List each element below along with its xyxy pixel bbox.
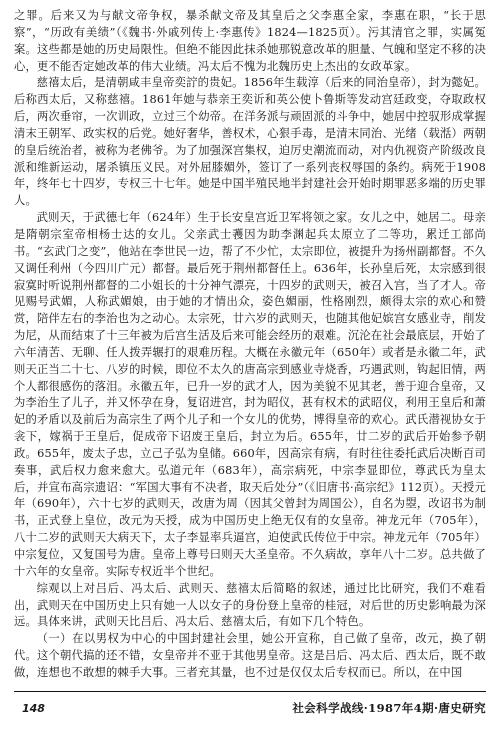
- article-body: [14, 8, 486, 682]
- footer-rule: [14, 691, 486, 692]
- paragraph-1: 之罪。后来又为与献文帝争权，暴杀献文帝及其皇后之父李惠全家，李惠在职，“长于思察”，“历政有美绩”（《魏书·外戚列传上·李惠传》1824—1825页）。污其清官之罪，实属冤案。这些都是她的历史局限性。但绝不能因此抹杀她那锐意改革的胆量、气魄和坚定不移的决心，更不能否定她改革的伟大业绩。冯太后不愧为北魏历史上杰出的女政革家。: [14, 9, 486, 73]
- paragraph-5: （一）在以男权为中心的中国封建社会里，她公开宣称，自己做了皇帝，改元，换了朝代。这个朝代搞的还不错，女皇帝并不亚于其他男皇帝。这是吕后、冯太后、西太后，既不敢做，连想也不敢想的棘手大事。三者充其量，也不过是仅仅太后专权而已。所以，在中国: [14, 632, 486, 679]
- journal-info: 社会科学战线·1987年4期·唐史研究: [292, 701, 486, 715]
- paragraph-4: 综观以上对吕后、冯太后、武则天、慈禧太后简略的叙述，通过比比研究，我们不难看出，武则天在中国历史上只有她一人以女子的身份登上皇帝的桂冠，对后世的历史影响最为深远。具体来讲，武则天比吕后、冯太后、慈禧太后，有如下几个特色。: [14, 581, 486, 629]
- paragraph-3: 武则天，于武德七年（624年）生于长安皇宫近卫军将领之家。女儿之中，她居二。母亲是隋朝宗室帝相杨士达的女儿。父亲武士彟因为助李渊起兵太原立了二等功，累迁工部尚书。“玄武门之变”，他站在李世民一边，帮了不少忙，太宗即位，被提升为扬州副都督。不久又调任利州（今四川广元）都督。最后死于荆州都督任上。636年，长孙皇后死，太宗感到很寂寞时听说荆州都督的二小姐长的十分神气漂亮，十四岁的武则天，被召入宫，当了才人。帝见赐号武媚，人称武媚娘，由于她的才情出众，姿色媚丽，性格刚烈，颇得太宗的欢心和赞赏，陪伴左右的李治也为之动心。太宗死，廿六岁的武则天，也随其他妃嫔宫女感业寺，削发为尼，从而结束了十三年被为后宫生活及后来可能会经历的艰难。沉沦在社会最底层，开始了六年清苦、无聊、任人拨弄辗打的艰难历程。大概在永徽元年（650年）或者是永徽二年，武则天正当二十七、八岁的时候，即位不太久的唐高宗到感业寺烧香，巧遇武则，钩起旧情，两个人都很感伤的落泪。永徽五年，已升一岁的武才人，因为美貌不见其老，善于迎合皇帝，又为李治生了儿子，并又怀孕在身，复诏进宫，封为昭仪，甚有权术的武昭仪，利用王皇后和萧妃的矛盾以及前后为高宗生了两个儿子和一个女儿的优势，博得皇帝的欢心。武氏潜视协女于衾下，嫁祸于王皇后，促成帝下诏废王皇后，封立为后。655年，廿二岁的武后开始参予朝政。655年，废太子忠，立己子弘为皇储。660年，因高宗有病，有时往往委托武后决断百司奏事，武后权力愈来愈大。弘道元年（683年），高宗病死，中宗李显即位，尊武氏为皇太后，并宣布高宗遗诏：“军国大事有不决者，取天后处分”（《旧唐书·高宗纪》112页）。天授元年（690年），六十七岁的武则天，改唐为周（因其父曾封为周国公），自名为曌，改诏书为制书，正式登上皇位，改元为天授，成为中国历史上绝无仅有的女皇帝。神龙元年（705年），八十二岁的武则天大病天下，太子李显率兵逼宫，迫使武氏传位于中宗。神龙元年（705年）中宗复位，又复国号为唐。皇帝上尊号曰则天大圣皇帝。不久病故，享年八十二岁。总共做了十六年的女皇帝。实际专权近半个世纪。: [14, 211, 486, 578]
- page-footer: [14, 698, 486, 718]
- document-page: [14, 8, 486, 726]
- paragraph-2: 慈禧太后，是清朝咸丰皇帝奕詝的贵妃。1856年生载淳（后来的同治皇帝），封为懿妃。后称西太后，又称慈禧。1861年她与恭亲王奕䜣和英公使卜鲁斯等发动宫廷政变，夺取政权后，两次垂帘，一次训政，立过三个幼帝。在洋务派与顽固派的斗争中，她居中控驭形成掌握清末王朝军、政实权的后党。她好奢华，善权术，心狠手毒，是清末同治、光绪（载湉）两朝的皇后统治者，被称为老佛爷。为了加强深宫集权，迫厉史潮流而动，对内仇视资产阶级改良派和维新运动，屠杀镇压义民。对外屈膝媚外，签订了一系列丧权辱国的条约。病死于1908年，终年七十四岁，专权三十七年。她是中国半殖民地半封建社会开始时期罪恶多端的历史罪人。: [14, 76, 486, 208]
- page-number: 148: [22, 701, 45, 715]
